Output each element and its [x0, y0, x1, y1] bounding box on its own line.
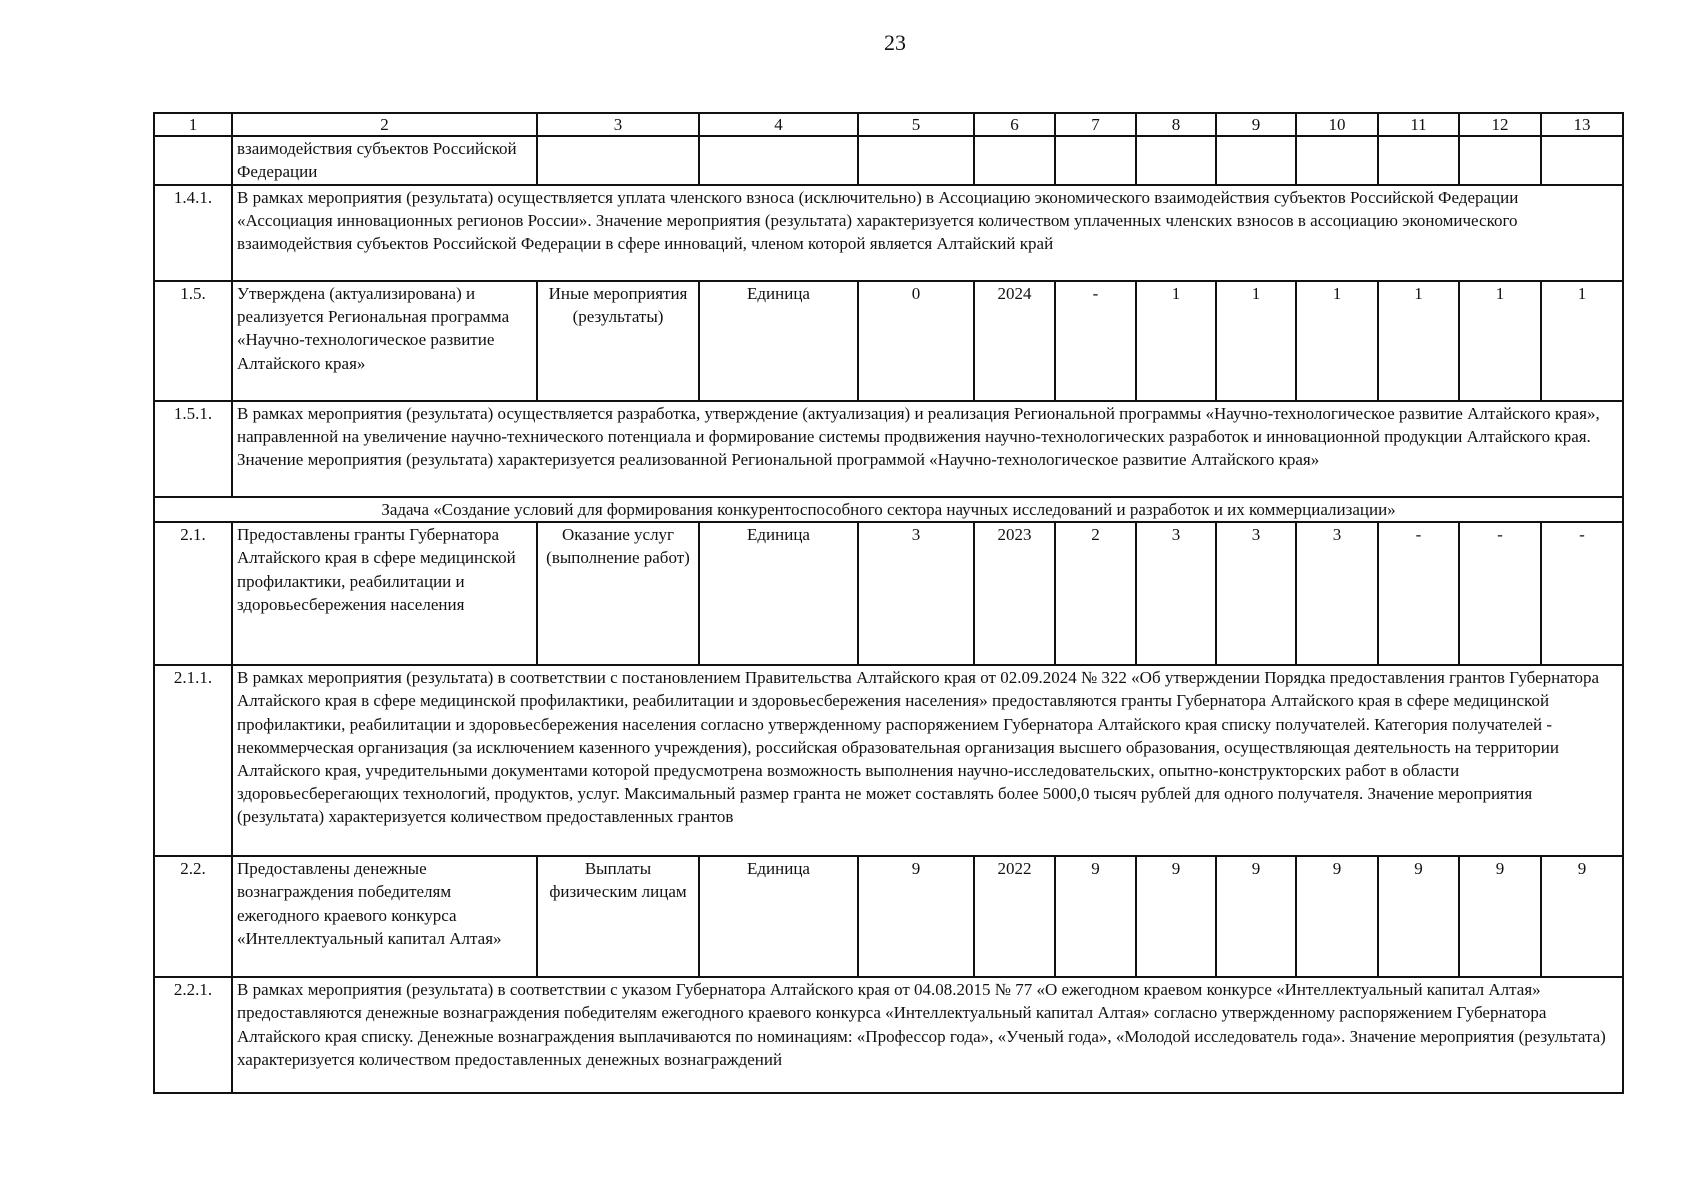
column-header: 2 — [232, 113, 537, 136]
value-cell: 9 — [1216, 856, 1296, 977]
column-header: 1 — [154, 113, 232, 136]
result-name: Предоставлены денежные вознаграждения победителям ежегодного краевого конкурса «Интеллектуальный капитал Алтая» — [232, 856, 537, 977]
value-cell: 1 — [1459, 281, 1541, 401]
row-number: 2.1.1. — [154, 665, 232, 856]
base-year: 2024 — [974, 281, 1055, 401]
value-cell: 1 — [1136, 281, 1216, 401]
column-header: 10 — [1296, 113, 1378, 136]
value-cell: - — [1541, 522, 1623, 665]
value-cell: 9 — [1055, 856, 1136, 977]
column-header: 8 — [1136, 113, 1216, 136]
base-value: 0 — [858, 281, 974, 401]
row-number: 1.5. — [154, 281, 232, 401]
row-number: 2.2. — [154, 856, 232, 977]
result-type: Выплаты физическим лицам — [537, 856, 699, 977]
value-cell: 3 — [1216, 522, 1296, 665]
value-cell: 9 — [1296, 856, 1378, 977]
value-cell: - — [1378, 522, 1459, 665]
base-value: 9 — [858, 856, 974, 977]
column-header: 11 — [1378, 113, 1459, 136]
column-header: 5 — [858, 113, 974, 136]
task-heading: Задача «Создание условий для формирования конкурентоспособного сектора научных исследований и разработок и их коммерциализации» — [154, 497, 1623, 522]
result-name: Утверждена (актуализирована) и реализуется Региональная программа «Научно-технологическое развитие Алтайского края» — [232, 281, 537, 401]
unit: Единица — [699, 281, 858, 401]
result-name: Предоставлены гранты Губернатора Алтайского края в сфере медицинской профилактики, реабилитации и здоровьесбережения населения — [232, 522, 537, 665]
table-row — [154, 281, 1623, 401]
table-row — [154, 977, 1623, 1093]
row-description: В рамках мероприятия (результата) осуществляется разработка, утверждение (актуализация) и реализация Региональной программы «Научно-технологическое развитие Алтайского края», направленной на увеличение научно-технического потенциала и формирование системы продвижения научно-технологических разработок и инновационной продукции Алтайского края. Значение мероприятия (результата) характеризуется реализованной Региональной программой «Научно-технологическое развитие Алтайского края» — [232, 401, 1623, 497]
result-type: Иные мероприятия (результаты) — [537, 281, 699, 401]
value-cell: 3 — [1136, 522, 1216, 665]
row-number — [154, 136, 232, 185]
value-cell: 9 — [1136, 856, 1216, 977]
row-description: В рамках мероприятия (результата) осуществляется уплата членского взноса (исключительно) в Ассоциацию экономического взаимодействия субъектов Российской Федерации «Ассоциация инновационных регионов России». Значение мероприятия (результата) характеризуется количеством уплаченных членских взносов в ассоциацию экономического взаимодействия субъектов Российской Федерации в сфере инноваций, членом которой является Алтайский край — [232, 185, 1623, 281]
table-row — [154, 185, 1623, 281]
column-header: 13 — [1541, 113, 1623, 136]
unit: Единица — [699, 522, 858, 665]
base-year: 2023 — [974, 522, 1055, 665]
row-number: 2.1. — [154, 522, 232, 665]
value-cell: 9 — [1541, 856, 1623, 977]
result-name: взаимодействия субъектов Российской Федерации — [232, 136, 537, 185]
column-header: 3 — [537, 113, 699, 136]
column-header: 9 — [1216, 113, 1296, 136]
column-header: 7 — [1055, 113, 1136, 136]
column-header: 4 — [699, 113, 858, 136]
value-cell: 1 — [1378, 281, 1459, 401]
base-year: 2022 — [974, 856, 1055, 977]
unit: Единица — [699, 856, 858, 977]
result-type: Оказание услуг (выполнение работ) — [537, 522, 699, 665]
table-row — [154, 856, 1623, 977]
value-cell: 9 — [1378, 856, 1459, 977]
table-row — [154, 665, 1623, 856]
page-number: 23 — [884, 30, 906, 55]
value-cell: 9 — [1459, 856, 1541, 977]
base-value: 3 — [858, 522, 974, 665]
table-row — [154, 136, 1623, 185]
task-row — [154, 497, 1623, 522]
column-header: 6 — [974, 113, 1055, 136]
value-cell: - — [1055, 281, 1136, 401]
value-cell: 3 — [1296, 522, 1378, 665]
value-cell: 1 — [1296, 281, 1378, 401]
column-header: 12 — [1459, 113, 1541, 136]
row-number: 2.2.1. — [154, 977, 232, 1093]
value-cell: 1 — [1216, 281, 1296, 401]
row-number: 1.5.1. — [154, 401, 232, 497]
value-cell: - — [1459, 522, 1541, 665]
table-row — [154, 522, 1623, 665]
value-cell: 1 — [1541, 281, 1623, 401]
row-description: В рамках мероприятия (результата) в соответствии с указом Губернатора Алтайского края от 04.08.2015 № 77 «О ежегодном краевом конкурсе «Интеллектуальный капитал Алтая» предоставляются денежные вознаграждения победителям ежегодного краевого конкурса «Интеллектуальный капитал Алтая» согласно утвержденному распоряжением Губернатора Алтайского края списку. Денежные вознаграждения выплачиваются по номинациям: «Профессор года», «Ученый года», «Молодой исследователь года». Значение мероприятия (результата) характеризуется количеством предоставленных денежных вознаграждений — [232, 977, 1623, 1093]
row-number: 1.4.1. — [154, 185, 232, 281]
table-row — [154, 401, 1623, 497]
row-description: В рамках мероприятия (результата) в соответствии с постановлением Правительства Алтайского края от 02.09.2024 № 322 «Об утверждении Порядка предоставления грантов Губернатора Алтайского края в сфере медицинской профилактики, реабилитации и здоровьесбережения населения» предоставляются гранты Губернатора Алтайского края в сфере медицинской профилактики, реабилитации и здоровьесбережения населения согласно утвержденному распоряжением Губернатора Алтайского края списку получателей. Категория получателей - некоммерческая организация (за исключением казенного учреждения), российская образовательная организация высшего образования, осуществляющая деятельность на территории Алтайского края, учредительными документами которой предусмотрена возможность выполнения научно-исследовательских, опытно-конструкторских работ в области здоровьесберегающих технологий, продуктов, услуг. Максимальный размер гранта не может составлять более 5000,0 тысяч рублей для одного получателя. Значение мероприятия (результата) характеризуется количеством предоставленных грантов — [232, 665, 1623, 856]
table-header-row — [154, 113, 1623, 136]
value-cell: 2 — [1055, 522, 1136, 665]
results-table — [153, 112, 1624, 1094]
